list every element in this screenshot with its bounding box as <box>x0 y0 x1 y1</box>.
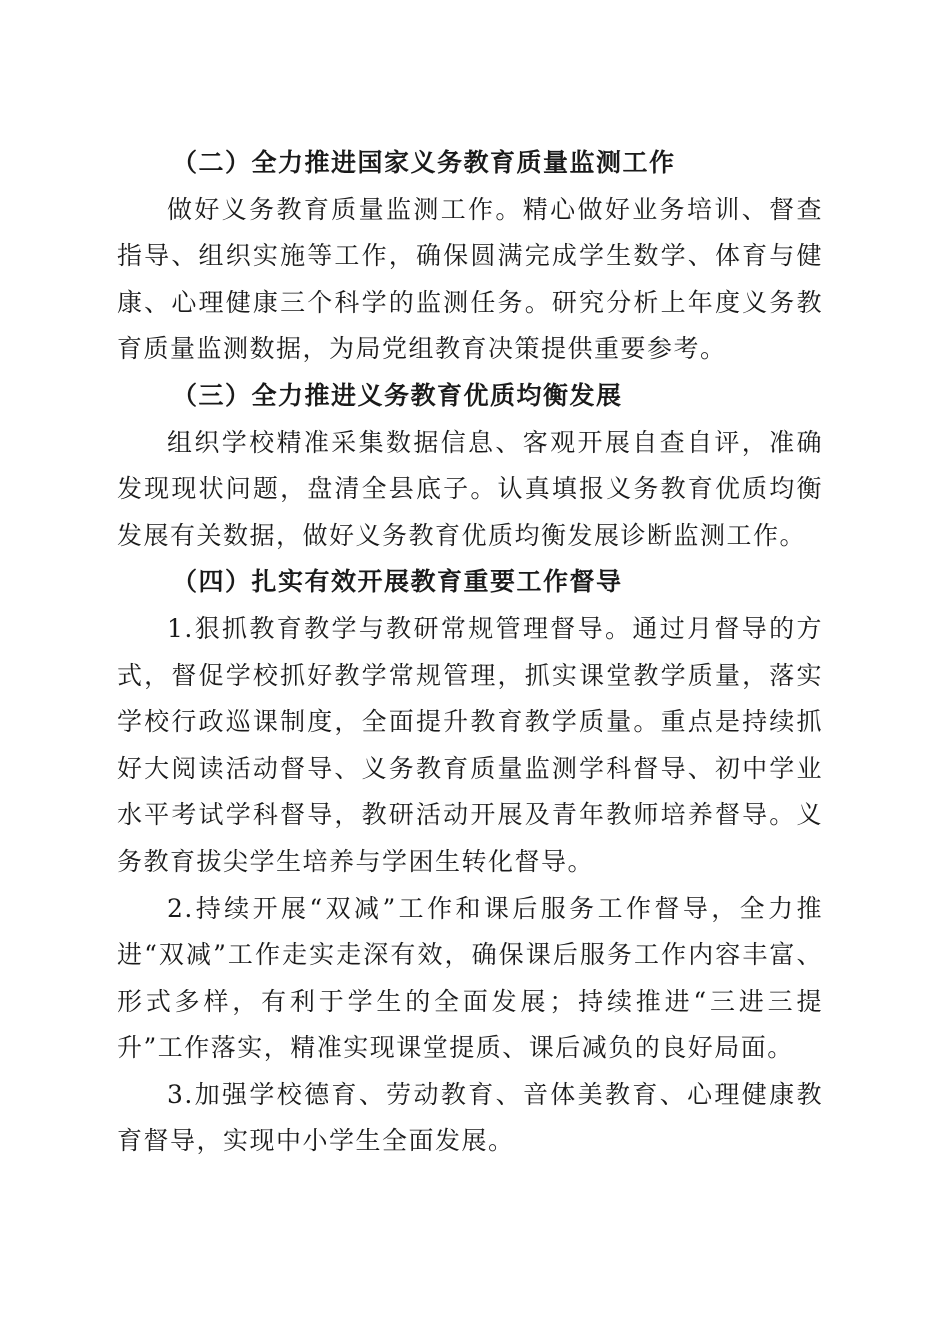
section-3-paragraph-1: 组织学校精准采集数据信息、客观开展自查自评，准确发现现状问题，盘清全县底子。认真填报义务教育优质均衡发展有关数据，做好义务教育优质均衡发展诊断监测工作。 <box>117 427 823 550</box>
section-4-item-2: 2.持续开展“双减”工作和课后服务工作督导，全力推进“双减”工作走实走深有效，确保课后服务工作内容丰富、形式多样，有利于学生的全面发展；持续推进“三进三提升”工作落实，精准实现课堂提质、课后减负的良好局面。 <box>117 893 823 1063</box>
section-4-item-3: 3.加强学校德育、劳动教育、音体美教育、心理健康教育督导，实现中小学生全面发展。 <box>117 1079 823 1156</box>
document-page <box>117 140 823 1165</box>
section-heading-2: （二）全力推进国家义务教育质量监测工作 <box>172 148 676 177</box>
section-heading-3: （三）全力推进义务教育优质均衡发展 <box>172 380 623 410</box>
section-heading-4: （四）扎实有效开展教育重要工作督导 <box>172 567 623 597</box>
section-2-paragraph-1: 做好义务教育质量监测工作。精心做好业务培训、督查指导、组织实施等工作，确保圆满完成学生数学、体育与健康、心理健康三个科学的监测任务。研究分析上年度义务教育质量监测数据，为局党组教育决策提供重要参考。 <box>117 194 823 364</box>
section-4-item-1: 1.狠抓教育教学与教研常规管理督导。通过月督导的方式，督促学校抓好教学常规管理，抓实课堂教学质量，落实学校行政巡课制度，全面提升教育教学质量。重点是持续抓好大阅读活动督导、义务教育质量监测学科督导、初中学业水平考试学科督导，教研活动开展及青年教师培养督导。义务教育拔尖学生培养与学困生转化督导。 <box>117 613 823 876</box>
